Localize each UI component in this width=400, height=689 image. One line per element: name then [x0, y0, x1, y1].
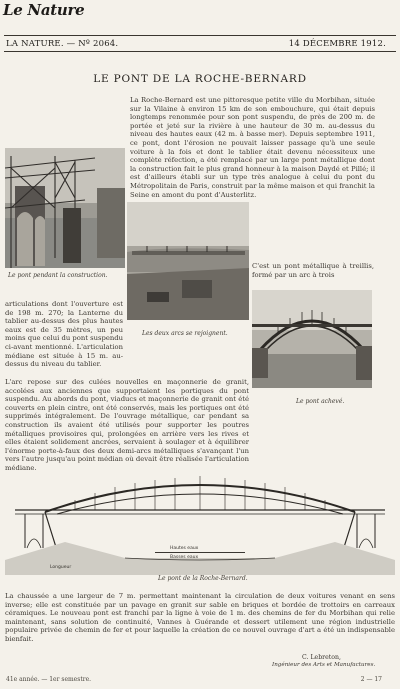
header-rule-top	[4, 35, 396, 36]
footer-volume: 41e année. — 1er semestre.	[6, 676, 92, 683]
closing-paragraph: La chaussée a une largeur de 7 m. permettant maintenant la circulation de deux voitures venant en sens inverse; elle est constituée par un pavage en granit sur sable en briques et bordée de trottoirs en carreaux céramiques. Le nouveau pont est franchi par la ligne à voie de 1 m. des chemins de fer du Morbihan qui relie maintenant, sans solution de continuité, Vannes à Guérande et dessert utilement une région industrielle populaire privée de chemin de fer et pour laquelle la création de ce nouvel ouvrage d'art a été un indispensable bienfait.	[5, 592, 395, 643]
header-rule-bottom	[4, 51, 396, 52]
body-paragraph: L'arc repose sur des culées nouvelles en maçonnerie de granit, accolées aux anciennes que supportaient les portiques du pont suspendu. Au abords du pont, viaducs et maçonnerie de granit ont été couverts en plein cintre, ont été conservés, mais les portiques ont été supprimés intégralement. De l'ouvrage métallique, car pendant sa construction ils avaient été utilisés pour supporter les poutres métalliques provisoires qui, prolongées en arrière vers les rives et elles étaient solidement ancrées, servaient à soulager et à équilibrer l'énorme porte-à-faux des deux demi-arcs métalliques s'avançant l'un vers l'autre jusqu'au point médian où devait être réalisée l'articulation médiane.	[5, 378, 249, 472]
left-column-paragraph: articulations dont l'ouverture est de 198 m. 270; la Lanterne du tablier au-dessus des plus hautes eaux est de 35 mètres, un peu moins que celui du pont suspendu ci-avant mentionné. L'articulation médiane est située à 15 m. au-dessus du niveau du tablier.	[5, 300, 123, 369]
column-continuation: C'est un pont métallique à treillis, formé par un arc à trois	[252, 262, 374, 279]
label-low-water: Basses eaux	[170, 555, 199, 560]
author-signature: C. Lebreton,	[302, 654, 341, 661]
photo-construction	[5, 148, 125, 268]
label-high-water: Hautes eaux	[170, 546, 199, 551]
caption-finished-bridge: Le pont achevé.	[296, 398, 345, 405]
label-length: Longueur	[50, 565, 72, 570]
photo-finished-bridge	[252, 290, 372, 388]
issue-date: 14 DÉCEMBRE 1912.	[288, 39, 386, 49]
caption-drawing: Le pont de la Roche-Bernard.	[158, 575, 248, 582]
footer-signature-mark: 2 — 17	[360, 676, 382, 683]
masthead	[0, 0, 400, 36]
caption-construction: Le pont pendant la construction.	[8, 272, 108, 279]
journal-issue: LA NATURE. — Nº 2064.	[6, 39, 119, 49]
intro-paragraph: La Roche-Bernard est une pittoresque petite ville du Morbihan, située sur la Vilaine à environ 15 km de son embouchure, qui était depuis longtemps renommée pour son pont suspendu, de près de 200 m. de portée et jeté sur la rivière à une hauteur de 30 m. au-dessus du niveau des hautes eaux (42 m. à basse mer). Depuis septembre 1911, ce pont, dont l'érosion ne pouvait laisser passage qu'à une seule voiture à la fois et dont le tablier était devenu nécessiteux une complète réfection, a été remplacé par un large pont métallique dont la construction fait le plus grand honneur à la maison Daydé et Pillé; il est d'ailleurs établi sur un type très analogue à celui du pont du Métropolitain de Paris, construit par la même maison et qui franchit la Seine en amont du pont d'Austerlitz.	[130, 96, 375, 199]
caption-arcs-join: Les deux arcs se rejoignent.	[142, 330, 228, 337]
bridge-elevation-drawing	[5, 470, 395, 575]
article-title: LE PONT DE LA ROCHE-BERNARD	[93, 73, 307, 85]
author-title: Ingénieur des Arts et Manufactures.	[272, 662, 376, 668]
journal-logo: Le Nature	[3, 1, 85, 19]
photo-arcs-join	[127, 202, 249, 320]
